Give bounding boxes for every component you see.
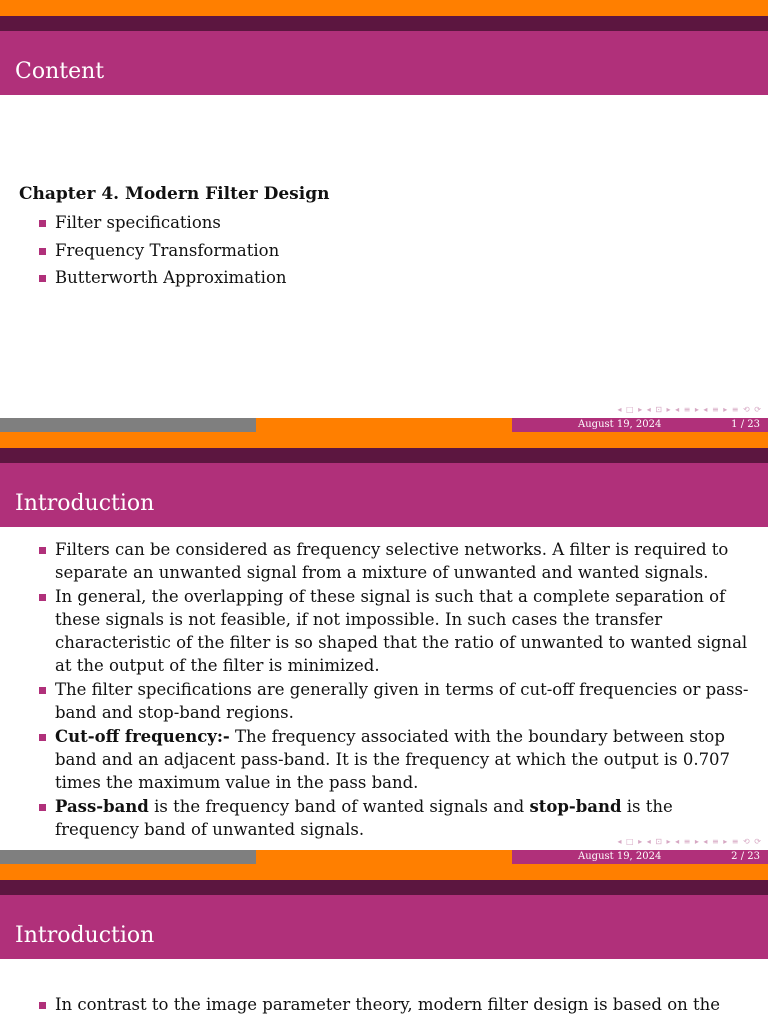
header-dark-bar [0, 880, 768, 895]
footer-page-number: 1 / 23 [731, 419, 760, 430]
list-item: Pass-band is the frequency band of wanted signals and stop-band is the frequency band of unwanted signals. [0, 795, 768, 841]
footer-info [512, 418, 768, 432]
list-item: Cut-off frequency:- The frequency associated with the boundary between stop band and an adjacent pass-band. It is the frequency at which the output is 0.707 times the maximum value in the pass band. [0, 725, 768, 794]
bullet-square-icon [39, 594, 46, 601]
header-dark-bar [0, 448, 768, 463]
footer-orange-segment [256, 850, 512, 864]
list-item: In general, the overlapping of these signal is such that a complete separation of these signals is not feasible, if not impossible. In such cases the transfer characteristic of the filter is so shaped that the ratio of unwanted to wanted signal at the output of the filter is minimized. [0, 585, 768, 677]
slide-3 [0, 864, 768, 1024]
list-item: Filter specifications [0, 211, 768, 234]
footer-orange-segment [256, 418, 512, 432]
footer-grey-segment [0, 418, 256, 432]
slide-2 [0, 432, 768, 864]
slide-title: Introduction [15, 491, 155, 516]
bullet-square-icon [39, 804, 46, 811]
list-item: In contrast to the image parameter theory, modern filter design is based on the [0, 993, 768, 1016]
list-item: The filter specifications are generally given in terms of cut-off frequencies or pass-band and stop-band regions. [0, 678, 768, 724]
list-item: Butterworth Approximation [0, 266, 768, 289]
bullet-square-icon [39, 547, 46, 554]
header-dark-bar [0, 16, 768, 31]
bullet-square-icon [39, 248, 46, 255]
header-orange-bar [0, 0, 768, 16]
footer-grey-segment [0, 850, 256, 864]
slide-title: Introduction [15, 923, 155, 948]
footer [0, 850, 768, 864]
intro-list [0, 993, 768, 1016]
title-band [0, 31, 768, 95]
footer [0, 418, 768, 432]
footer-info [512, 850, 768, 864]
bullet-square-icon [39, 275, 46, 282]
footer-date: August 19, 2024 [578, 419, 662, 430]
title-band [0, 895, 768, 959]
bullet-square-icon [39, 734, 46, 741]
header-orange-bar [0, 432, 768, 448]
title-band [0, 463, 768, 527]
footer-date: August 19, 2024 [578, 851, 662, 862]
header-orange-bar [0, 864, 768, 880]
navigation-icons[interactable]: ◂ □ ▸ ◂ ⊡ ▸ ◂ ≡ ▸ ◂ ≡ ▸ ≡ ⟲ ⟳ [617, 837, 762, 846]
chapter-heading: Chapter 4. Modern Filter Design [19, 184, 330, 204]
bullet-square-icon [39, 1002, 46, 1009]
intro-list [0, 538, 768, 842]
list-item: Filters can be considered as frequency selective networks. A filter is required to separate an unwanted signal from a mixture of unwanted and wanted signals. [0, 538, 768, 584]
list-item: Frequency Transformation [0, 239, 768, 262]
navigation-icons[interactable]: ◂ □ ▸ ◂ ⊡ ▸ ◂ ≡ ▸ ◂ ≡ ▸ ≡ ⟲ ⟳ [617, 405, 762, 414]
bullet-square-icon [39, 220, 46, 227]
slide-title: Content [15, 59, 105, 84]
topic-list [0, 211, 768, 294]
slide-1 [0, 0, 768, 432]
footer-page-number: 2 / 23 [731, 851, 760, 862]
bullet-square-icon [39, 687, 46, 694]
